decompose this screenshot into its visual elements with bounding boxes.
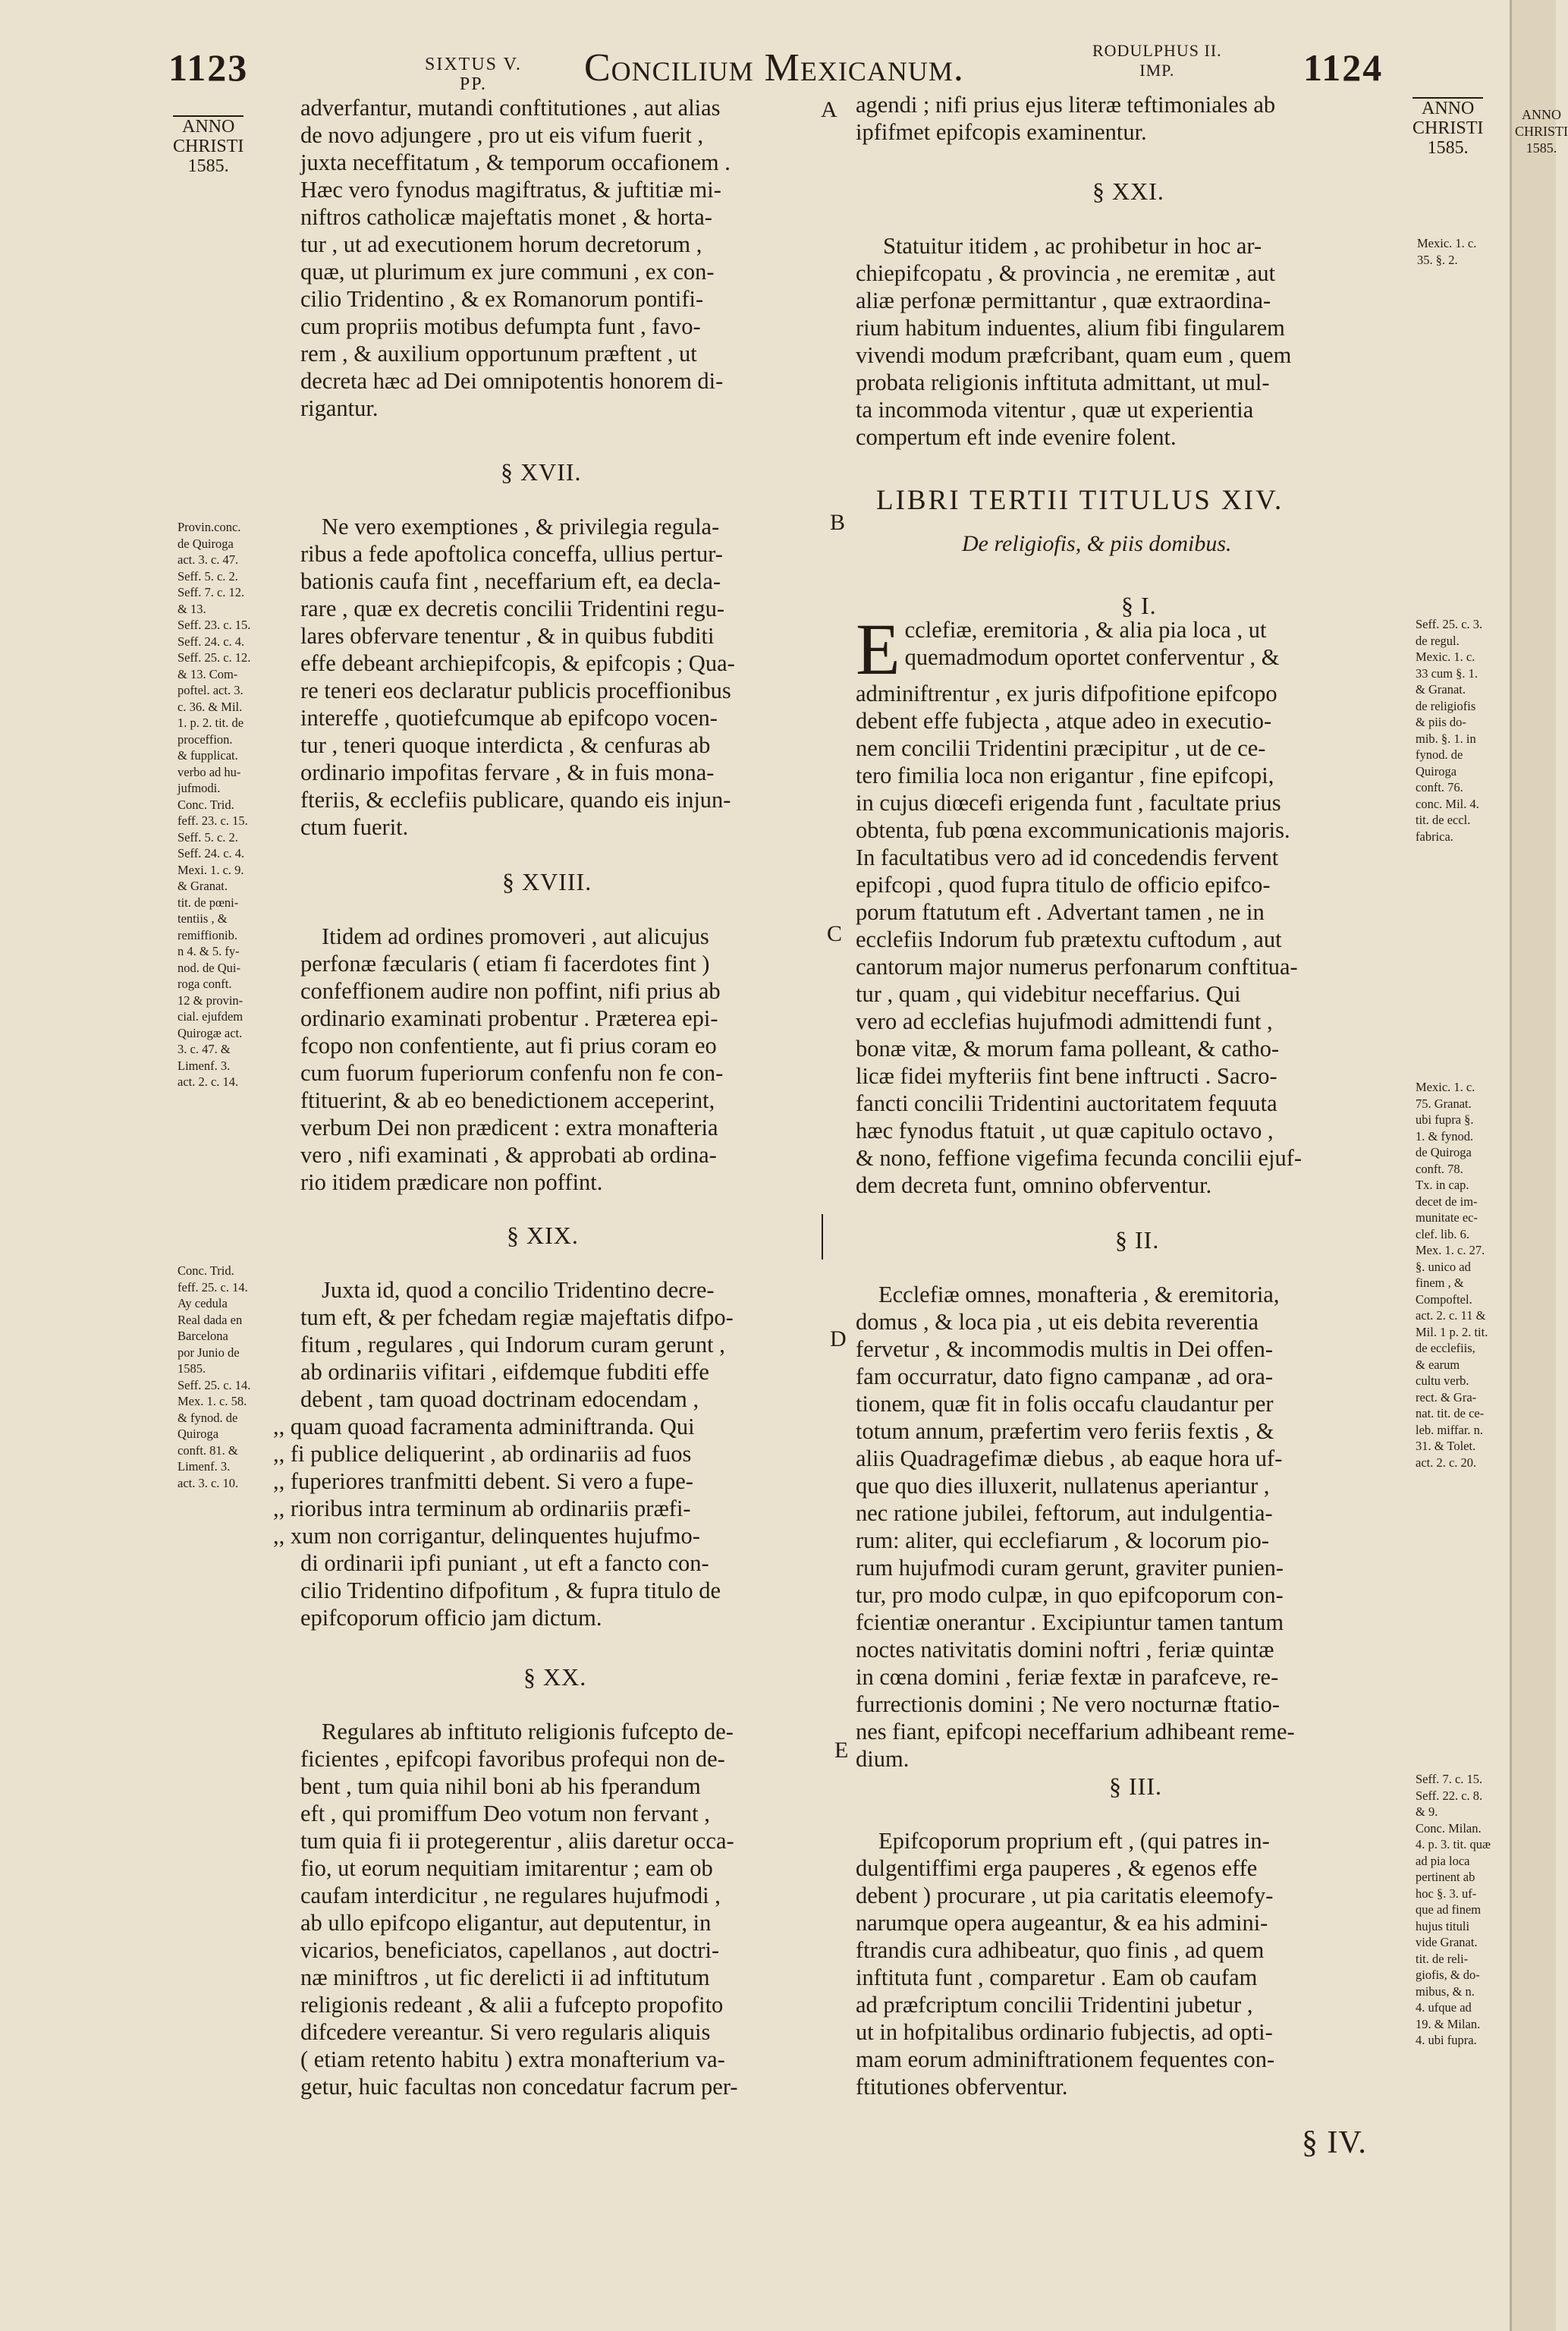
note-line: verbo ad hu- bbox=[178, 764, 241, 779]
note-line: Ay cedula bbox=[178, 1296, 228, 1310]
text-line: dem decreta funt, omnino obferventur. bbox=[856, 1172, 1212, 1198]
text-line: ,, fuperiores tranfmitti debent. Si vero a fupe- bbox=[273, 1468, 693, 1494]
text-line: tur , quam , qui videbitur neceffarius. Qui bbox=[856, 981, 1241, 1007]
note-line: 19. & Milan. bbox=[1416, 2016, 1481, 2031]
note-line: & piis do- bbox=[1416, 715, 1466, 729]
text-line: cilio Tridentino , & ex Romanorum pontifi- bbox=[300, 286, 704, 312]
note-line: tit. de eccl. bbox=[1416, 813, 1471, 827]
text-line: ,, fi publice deliquerint , ab ordinariis ad fuos bbox=[273, 1441, 692, 1467]
note-line: leb. miffar. n. bbox=[1416, 1422, 1484, 1437]
note-line: conft. 76. bbox=[1416, 780, 1463, 794]
note-line: Seff. 23. c. 15. bbox=[178, 618, 251, 632]
note-line: Limenf. 3. bbox=[178, 1459, 231, 1474]
note-line: mibus, & n. bbox=[1416, 1983, 1475, 1999]
text-line: totum annum, præfertim vero feriis fextis , & bbox=[856, 1418, 1274, 1444]
note-line: tentiis , & bbox=[178, 911, 228, 926]
text-line: ( etiam retento habitu ) extra monafterium va- bbox=[300, 2046, 725, 2072]
text-line: compertum eft inde evenire folent. bbox=[856, 424, 1177, 450]
note-line: fynod. de bbox=[1416, 747, 1463, 762]
note-line: act. 3. c. 10. bbox=[178, 1475, 239, 1490]
text-line: tionem, quæ fit in folis occafu claudantur per bbox=[856, 1391, 1274, 1417]
note-line: Compoftel. bbox=[1416, 1291, 1472, 1307]
text-line: chiepifcopatu , & provincia , ne eremitæ , aut bbox=[856, 260, 1276, 286]
anno-word: ANNO bbox=[173, 115, 244, 137]
section-heading-xix: § XIX. bbox=[507, 1222, 579, 1249]
note-line: Seff. 25. c. 12. bbox=[178, 650, 251, 665]
note-line: conc. Mil. 4. bbox=[1416, 796, 1479, 811]
text-line: narumque opera augeantur, & ea his admini- bbox=[856, 1910, 1268, 1936]
text-line: In facultatibus vero ad id concedendis fervent bbox=[856, 845, 1279, 870]
text-line: di ordinarii ipfi puniant , ut eft a fancto con- bbox=[300, 1550, 709, 1576]
section-heading-i: § I. bbox=[1121, 592, 1157, 619]
text-line: ,, xum non corrigantur, delinquentes hujufmo- bbox=[273, 1523, 700, 1549]
text-line: furrectionis domini ; Ne vero nocturnæ ftatio- bbox=[856, 1691, 1280, 1717]
section-iii-text bbox=[856, 1827, 1397, 2100]
left-marginal-note-1 bbox=[178, 519, 291, 1090]
text-line: rum: aliter, qui ecclefiarum , & locorum pio- bbox=[856, 1527, 1270, 1553]
text-line: nec ratione jubilei, feftorum, aut indulgentia- bbox=[856, 1500, 1273, 1526]
text-line: ad præfcriptum concilii Tridentini jubetur , bbox=[856, 1992, 1253, 2018]
column-rule-mark bbox=[822, 1214, 823, 1260]
note-line: 35. §. 2. bbox=[1417, 252, 1458, 267]
section-xvii-text bbox=[300, 513, 824, 841]
column-letter-e: E bbox=[834, 1738, 849, 1763]
text-line: obtenta, fub pœna excommunicationis majoris. bbox=[856, 817, 1290, 843]
text-line: noctes nativitatis domini noftri , feriæ quintæ bbox=[856, 1637, 1274, 1663]
text-line: epifcopi , quod fupra titulo de officio epifco- bbox=[856, 872, 1271, 898]
note-line: & Granat. bbox=[1416, 682, 1466, 697]
note-line: act. 2. c. 11 & bbox=[1416, 1308, 1486, 1323]
right-marginal-note-1 bbox=[1417, 235, 1507, 268]
text-line: fam occurratur, dato figno campanæ , ad ora- bbox=[856, 1364, 1274, 1389]
note-line: proceffion. bbox=[178, 731, 233, 747]
section-heading-iv: § IV. bbox=[1302, 2125, 1367, 2160]
text-line: bonæ vitæ, & morum fama polleant, & catho- bbox=[856, 1036, 1280, 1062]
column-letter-a: A bbox=[821, 97, 837, 122]
text-line: vero , nifi examinati , & approbati ab ordina- bbox=[300, 1142, 717, 1168]
text-line: getur, huic facultas non concedatur facrum per- bbox=[300, 2074, 738, 2100]
text-line: difcedere vereantur. Si vero regularis aliquis bbox=[300, 2019, 711, 2045]
binding-gutter bbox=[1510, 0, 1568, 2331]
note-line: clef. lib. 6. bbox=[1416, 1226, 1470, 1241]
text-line: bationis caufa fint , neceffarium eft, ea decla- bbox=[300, 568, 721, 594]
right-marginal-note-3 bbox=[1416, 1079, 1507, 1471]
text-line: ab ordinariis vifitari , eifdemque fubditi effe bbox=[300, 1359, 709, 1385]
text-line: fitum , regulares , qui Indorum curam gerunt , bbox=[300, 1332, 725, 1357]
text-line: fcientiæ onerantur . Excipiuntur tamen tantum bbox=[856, 1609, 1284, 1635]
pope-abbr: PP. bbox=[459, 74, 487, 94]
note-line: Quiroga bbox=[1416, 763, 1457, 779]
anno-right bbox=[1412, 97, 1483, 158]
text-line: probata religionis inftituta admittant, ut mul- bbox=[856, 370, 1270, 395]
christi-word: CHRISTI bbox=[1412, 118, 1484, 138]
note-line: Conc. Trid. bbox=[178, 797, 234, 812]
text-line: debent , tam quoad doctrinam edocendam , bbox=[300, 1386, 699, 1412]
text-line: effe debeant archiepifcopis, & epifcopis ; Qua- bbox=[300, 650, 735, 676]
note-line: Quirogæ act. bbox=[178, 1025, 243, 1040]
note-line: giofis, & do- bbox=[1416, 1968, 1480, 1982]
section-ii-text bbox=[856, 1281, 1397, 1773]
note-line: Real dada en bbox=[178, 1312, 243, 1327]
note-line: cultu verb. bbox=[1416, 1373, 1469, 1388]
note-line: Seff. 24. c. 4. bbox=[178, 846, 245, 860]
note-line: Conc. Milan. bbox=[1416, 1820, 1482, 1836]
text-line: niftros catholicæ majeftatis monet , & horta- bbox=[300, 204, 712, 230]
text-line: inftituta funt , comparetur . Eam ob caufam bbox=[856, 1965, 1258, 1990]
text-line: religionis redeant , & alii a fufcepto propofito bbox=[300, 1992, 724, 2018]
emperor-abbr: IMP. bbox=[1139, 61, 1175, 80]
text-line: epifcoporum officio jam dictum. bbox=[300, 1605, 602, 1631]
text-line: Hæc vero fynodus magiftratus, & juftitiæ mi- bbox=[300, 177, 721, 203]
text-line: in cœna domini , feriæ fextæ in parafceve, re- bbox=[856, 1664, 1279, 1690]
note-line: Mex. 1. c. 58. bbox=[178, 1394, 247, 1408]
section-heading-ii: § II. bbox=[1115, 1226, 1160, 1254]
text-line: ut in hofpitalibus ordinario fubjectis, ad opti- bbox=[856, 2019, 1273, 2045]
note-line: & Granat. bbox=[178, 879, 228, 893]
text-line: verbum Dei non prædicent : extra monafteria bbox=[300, 1115, 718, 1140]
note-line: Mexic. 1. c. bbox=[1416, 650, 1475, 664]
note-line: conft. 81. & bbox=[178, 1442, 238, 1458]
text-line: Regulares ab inftituto religionis fufcepto de- bbox=[322, 1719, 734, 1744]
text-line: lares obfervare tenentur , & in quibus fubditi bbox=[300, 623, 715, 649]
note-line: 12 & provin- bbox=[178, 992, 244, 1008]
anno-word: ANNO bbox=[1412, 97, 1483, 118]
right-marginal-note-4 bbox=[1416, 1771, 1507, 2049]
note-line: Seff. 5. c. 2. bbox=[178, 829, 238, 845]
gutter-anno bbox=[1515, 106, 1568, 156]
note-line: de Quiroga bbox=[1416, 1145, 1472, 1159]
note-line: rect. & Gra- bbox=[1416, 1389, 1477, 1405]
note-line: jufmodi. bbox=[178, 781, 221, 795]
note-line: Seff. 24. c. 4. bbox=[178, 634, 245, 649]
gutter-year: 1585. bbox=[1526, 140, 1557, 156]
note-line: finem , & bbox=[1416, 1276, 1464, 1290]
text-line: decreta hæc ad Dei omnipotentis honorem di- bbox=[300, 368, 724, 394]
text-line: vicarios, beneficiatos, capellanos , aut doctri- bbox=[300, 1937, 720, 1963]
text-line: hæc fynodus ftatuit , ut quæ capitulo octavo , bbox=[856, 1118, 1274, 1143]
text-line: Statuitur itidem , ac prohibetur in hoc ar- bbox=[883, 233, 1262, 259]
text-line: porum ftatutum eft . Advertant tamen , ne in bbox=[856, 899, 1265, 925]
pope-name: SIXTUS V. bbox=[425, 55, 522, 74]
note-line: munitate ec- bbox=[1416, 1210, 1478, 1225]
text-line: confeffionem audire non poffint, nifi prius ab bbox=[300, 978, 721, 1004]
text-line: fio, ut eorum nequitiam imitarentur ; eam ob bbox=[300, 1855, 713, 1881]
note-line: 1. p. 2. tit. de bbox=[178, 716, 244, 730]
note-line: nod. de Qui- bbox=[178, 960, 240, 975]
text-line: Itidem ad ordines promoveri , aut alicujus bbox=[322, 923, 709, 949]
text-line: fancti concilii Tridentini auctoritatem fequuta bbox=[856, 1090, 1277, 1116]
column-letter-b: B bbox=[830, 510, 846, 535]
note-line: hoc §. 3. uf- bbox=[1416, 1886, 1477, 1901]
note-line: Limenf. 3. bbox=[178, 1058, 231, 1073]
left-opening-text bbox=[300, 94, 824, 422]
text-line: tero fimilia loca non erigantur , fine epifcopi, bbox=[856, 763, 1274, 788]
note-line: Mexic. 1. c. bbox=[1417, 236, 1477, 250]
text-line: eft , qui promiffum Deo votum non fervant , bbox=[300, 1801, 710, 1826]
note-line: de religiofis bbox=[1416, 698, 1476, 713]
note-line: Provin.conc. bbox=[178, 520, 241, 534]
note-line: feff. 23. c. 15. bbox=[178, 813, 248, 828]
note-line: de Quiroga bbox=[178, 536, 234, 551]
text-line: ecclefiis Indorum fub prætextu cuftodum , aut bbox=[856, 926, 1282, 952]
text-line: ftitutiones obferventur. bbox=[856, 2074, 1068, 2100]
text-line: caufam interdicitur , ne regulares hujufmodi , bbox=[300, 1883, 721, 1908]
anno-year: 1585. bbox=[187, 156, 229, 176]
note-line: tit. de reli- bbox=[1416, 1951, 1469, 1966]
section-xviii-text bbox=[300, 923, 824, 1196]
text-line: re teneri eos declaratur publicis proceffionibus bbox=[300, 678, 731, 703]
note-line: mib. §. 1. in bbox=[1416, 731, 1476, 746]
text-line: næ miniftros , ut fic derelicti ii ad inftitutum bbox=[300, 1965, 710, 1990]
book-title-heading: LIBRI TERTII TITULUS XIV. bbox=[876, 485, 1284, 516]
text-line: quæ, ut plurimum ex jure communi , ex con- bbox=[300, 259, 715, 285]
right-page-number: 1124 bbox=[1303, 46, 1384, 89]
text-line: domus , & loca pia , ut eis debita reverentia bbox=[856, 1309, 1259, 1335]
note-line: & 13. Com- bbox=[178, 666, 238, 681]
text-line: nem concilii Tridentini præcipitur , ut de ce- bbox=[856, 735, 1266, 761]
text-line: rio itidem prædicare non poffint. bbox=[300, 1169, 603, 1195]
note-line: vide Granat. bbox=[1416, 1935, 1478, 1949]
note-line: Tx. in cap. bbox=[1416, 1178, 1469, 1192]
text-line: debent ) procurare , ut pia caritatis eleemofy- bbox=[856, 1883, 1274, 1908]
note-line: 4. ufque ad bbox=[1416, 2000, 1472, 2015]
note-line: que ad finem bbox=[1416, 1902, 1482, 1917]
note-line: 1585. bbox=[178, 1361, 206, 1376]
note-line: nat. tit. de ce- bbox=[1416, 1406, 1485, 1420]
anno-left bbox=[173, 115, 244, 176]
text-line: ficientes , epifcopi favoribus profequi non de- bbox=[300, 1746, 725, 1772]
note-line: act. 3. c. 47. bbox=[178, 552, 239, 567]
note-line: 1. & fynod. bbox=[1416, 1128, 1474, 1143]
note-line: Mil. 1 p. 2. tit. bbox=[1416, 1324, 1488, 1339]
text-line: vivendi modum præfcribant, quam eum , quem bbox=[856, 342, 1292, 368]
section-heading-xvii: § XVII. bbox=[501, 458, 582, 486]
text-line: cum fuorum fuperiorum confenfu non fe con- bbox=[300, 1060, 724, 1086]
note-line: de regul. bbox=[1416, 633, 1460, 648]
note-line: 4. p. 3. tit. quæ bbox=[1416, 1837, 1491, 1851]
text-line: tum quia fi ii protegerentur , aliis daretur occa- bbox=[300, 1828, 734, 1854]
text-line: intereffe , quotiefcumque ab epifcopo vocen- bbox=[300, 705, 718, 731]
text-line: Juxta id, quod a concilio Tridentino decre- bbox=[322, 1277, 715, 1303]
note-line: pertinent ab bbox=[1416, 1870, 1475, 1884]
note-line: ubi fupra §. bbox=[1416, 1112, 1474, 1127]
note-line: decet de im- bbox=[1416, 1194, 1478, 1209]
note-line: de ecclefiis, bbox=[1416, 1341, 1475, 1355]
text-line: bent , tum quia nihil boni ab his fperandum bbox=[300, 1773, 701, 1799]
left-running-head bbox=[425, 55, 522, 94]
column-letter-d: D bbox=[830, 1326, 847, 1351]
text-line: cantorum major numerus perfonarum conftitua- bbox=[856, 954, 1298, 980]
text-line: vero ad ecclefias hujufmodi admittendi funt , bbox=[856, 1008, 1273, 1034]
text-line: cclefiæ, eremitoria , & alia pia loca , ut bbox=[904, 617, 1267, 643]
note-line: tit. de pœni- bbox=[178, 895, 239, 910]
note-line: & fynod. de bbox=[178, 1410, 238, 1425]
text-line: ftituerint, & ab eo benedictionem acceperint, bbox=[300, 1087, 715, 1113]
note-line: roga conft. bbox=[178, 977, 232, 991]
note-line: Seff. 25. c. 14. bbox=[178, 1377, 251, 1392]
christi-word: CHRISTI bbox=[173, 137, 244, 156]
note-line: conft. 78. bbox=[1416, 1161, 1463, 1176]
text-line: fervetur , & incommodis multis in Dei offen- bbox=[856, 1336, 1274, 1362]
text-line: rium habitum induentes, alium fibi fingularem bbox=[856, 315, 1285, 341]
note-line: Mexic. 1. c. bbox=[1416, 1080, 1475, 1094]
note-line: por Junio de bbox=[178, 1345, 240, 1360]
text-line: rum hujufmodi curam gerunt, graviter punien- bbox=[856, 1555, 1284, 1581]
text-line: & nono, feffione vigefima fecunda concilii ejuf- bbox=[856, 1145, 1302, 1171]
note-line: fabrica. bbox=[1416, 829, 1453, 844]
text-line: rare , quæ ex decretis concilii Tridentini regu- bbox=[300, 596, 725, 621]
text-line: ribus a fede apoftolica conceffa, ullius pertur- bbox=[300, 541, 723, 567]
text-line: dulgentiffimi erga pauperes , & egenos effe bbox=[856, 1855, 1258, 1881]
left-marginal-note-2 bbox=[178, 1263, 291, 1491]
running-title: Concilium Mexicanum. bbox=[584, 46, 964, 90]
note-line: & earum bbox=[1416, 1357, 1460, 1372]
section-heading-iii: § III. bbox=[1109, 1773, 1162, 1800]
right-marginal-note-2 bbox=[1416, 616, 1507, 845]
emperor-name: RODULPHUS II. bbox=[1092, 41, 1222, 60]
section-heading-xx: § XX. bbox=[523, 1663, 587, 1691]
note-line: hujus tituli bbox=[1416, 1918, 1470, 1933]
text-line: mam eorum adminiftrationem fequentes con- bbox=[856, 2046, 1275, 2072]
section-xxi-text bbox=[856, 232, 1397, 451]
text-line: quemadmodum oportet conferventur , & bbox=[904, 644, 1280, 670]
note-line: & 13. bbox=[178, 601, 206, 616]
text-line: debent effe fubjecta , atque adeo in executio- bbox=[856, 708, 1272, 734]
text-line: rigantur. bbox=[300, 395, 379, 421]
note-line: Mex. 1. c. 27. bbox=[1416, 1243, 1485, 1257]
text-line: ordinario examinati probentur . Præterea epi- bbox=[300, 1005, 718, 1031]
text-line: tur , teneri quoque interdicta , & cenfuras ab bbox=[300, 732, 711, 758]
right-running-head bbox=[1092, 41, 1222, 80]
note-line: n 4. & 5. fy- bbox=[178, 944, 240, 958]
text-line: nes fiant, epifcopi neceffarium adhibeant reme- bbox=[856, 1719, 1295, 1744]
note-line: Conc. Trid. bbox=[178, 1263, 234, 1278]
anno-year: 1585. bbox=[1427, 138, 1469, 158]
text-line: ctum fuerit. bbox=[300, 814, 409, 840]
section-heading-xviii: § XVIII. bbox=[502, 868, 592, 895]
note-line: §. unico ad bbox=[1416, 1259, 1471, 1274]
text-line: tur, pro modo culpæ, in quo epifcoporum con- bbox=[856, 1582, 1284, 1608]
text-line: juxta neceffitatum , & temporum occafionem . bbox=[300, 149, 731, 175]
section-xix-text bbox=[273, 1276, 824, 1631]
text-line: in cujus diœcefi erigenda funt , facultate prius bbox=[856, 790, 1281, 816]
text-line: licæ fidei myfteriis fint bene inftructi . Sacro- bbox=[856, 1063, 1277, 1089]
text-line: Ne vero exemptiones , & privilegia regula- bbox=[322, 514, 720, 539]
left-page-number: 1123 bbox=[168, 46, 249, 89]
text-line: ,, quam quoad facramenta adminiftranda. Qui bbox=[273, 1414, 695, 1439]
note-line: 33 cum §. 1. bbox=[1416, 665, 1478, 681]
note-line: Barcelona bbox=[178, 1329, 228, 1343]
text-line: cilio Tridentino difpofitum , & fupra titulo de bbox=[300, 1578, 721, 1603]
text-line: Epifcoporum proprium eft , (qui patres in- bbox=[878, 1828, 1270, 1854]
note-line: Seff. 7. c. 12. bbox=[178, 585, 245, 599]
section-xx-text bbox=[300, 1718, 824, 2100]
text-line: dium. bbox=[856, 1746, 910, 1772]
text-line: ftrandis cura adhibeatur, quo finis , ad quem bbox=[856, 1937, 1265, 1963]
text-line: agendi ; nifi prius ejus literæ teftimoniales ab bbox=[856, 92, 1276, 118]
note-line: cial. ejufdem bbox=[178, 1009, 244, 1024]
text-line: Ecclefiæ omnes, monafteria , & eremitoria, bbox=[878, 1282, 1280, 1307]
note-line: 4. ubi fupra. bbox=[1416, 2033, 1477, 2047]
text-line: cum propriis motibus defumpta funt , favo- bbox=[300, 313, 701, 339]
note-line: remiffionib. bbox=[178, 927, 237, 942]
title-subheading: De religiofis, & piis domibus. bbox=[962, 531, 1232, 556]
text-line: fcopo non confentiente, aut fi prius coram eo bbox=[300, 1033, 717, 1059]
text-line: perfonæ fæcularis ( etiam fi facerdotes fint ) bbox=[300, 951, 710, 977]
note-line: Seff. 25. c. 3. bbox=[1416, 617, 1483, 631]
note-line: Seff. 22. c. 8. bbox=[1416, 1788, 1483, 1803]
note-line: Seff. 7. c. 15. bbox=[1416, 1772, 1483, 1786]
text-line: que quo dies illuxerit, nullatenus aperiantur , bbox=[856, 1473, 1270, 1499]
note-line: Mexi. 1. c. 9. bbox=[178, 862, 244, 877]
text-line: rem , & auxilium opportunum præftent , ut bbox=[300, 341, 697, 366]
text-line: ta incommoda vitentur , quæ ut experientia bbox=[856, 397, 1254, 423]
note-line: 3. c. 47. & bbox=[178, 1042, 231, 1056]
note-line: & fupplicat. bbox=[178, 748, 238, 763]
note-line: Seff. 5. c. 2. bbox=[178, 568, 238, 584]
text-line: ipfifmet epifcopis examinentur. bbox=[856, 119, 1147, 145]
section-heading-xxi: § XXI. bbox=[1092, 178, 1164, 205]
text-line: adminiftrentur , ex juris difpofitione epifcopo bbox=[856, 681, 1277, 706]
column-letter-c: C bbox=[827, 921, 843, 946]
note-line: poftel. act. 3. bbox=[178, 683, 244, 697]
note-line: Quiroga bbox=[178, 1427, 219, 1441]
drop-cap-letter: E bbox=[856, 609, 900, 690]
text-line: aliæ perfonæ permittantur , quæ extraordina- bbox=[856, 288, 1271, 313]
note-line: ad pia loca bbox=[1416, 1853, 1470, 1868]
text-line: adverfantur, mutandi conftitutiones , aut alias bbox=[300, 95, 721, 121]
text-line: fteriis, & ecclefiis publicare, quando eis injun- bbox=[300, 787, 731, 813]
right-opening-text bbox=[856, 91, 1397, 146]
gutter-anno-word: ANNO bbox=[1522, 107, 1561, 122]
note-line: act. 2. c. 20. bbox=[1416, 1455, 1477, 1470]
note-line: 31. & Tolet. bbox=[1416, 1439, 1476, 1453]
text-line: aliis Quadragefimæ diebus , ab eaque hora uf- bbox=[856, 1445, 1283, 1471]
text-line: tum eft, & per fchedam regiæ majeftatis difpo- bbox=[300, 1304, 734, 1330]
text-line: ab ullo epifcopo eligantur, aut deputentur, in bbox=[300, 1910, 712, 1936]
section-i-text bbox=[856, 609, 1397, 1199]
note-line: c. 36. & Mil. bbox=[178, 699, 243, 714]
note-line: act. 2. c. 14. bbox=[178, 1074, 239, 1089]
text-line: ,, rioribus intra terminum ab ordinariis præfi- bbox=[273, 1496, 691, 1521]
note-line: & 9. bbox=[1416, 1804, 1438, 1819]
text-line: de novo adjungere , pro ut eis vifum fuerit , bbox=[300, 122, 704, 148]
text-line: tur , ut ad executionem horum decretorum , bbox=[300, 231, 702, 257]
note-line: feff. 25. c. 14. bbox=[178, 1279, 248, 1294]
gutter-christi-word: CHRISTI bbox=[1515, 124, 1568, 139]
note-line: 75. Granat. bbox=[1416, 1096, 1472, 1111]
text-line: ordinario impofitas fervare , & in fuis mona- bbox=[300, 760, 715, 785]
